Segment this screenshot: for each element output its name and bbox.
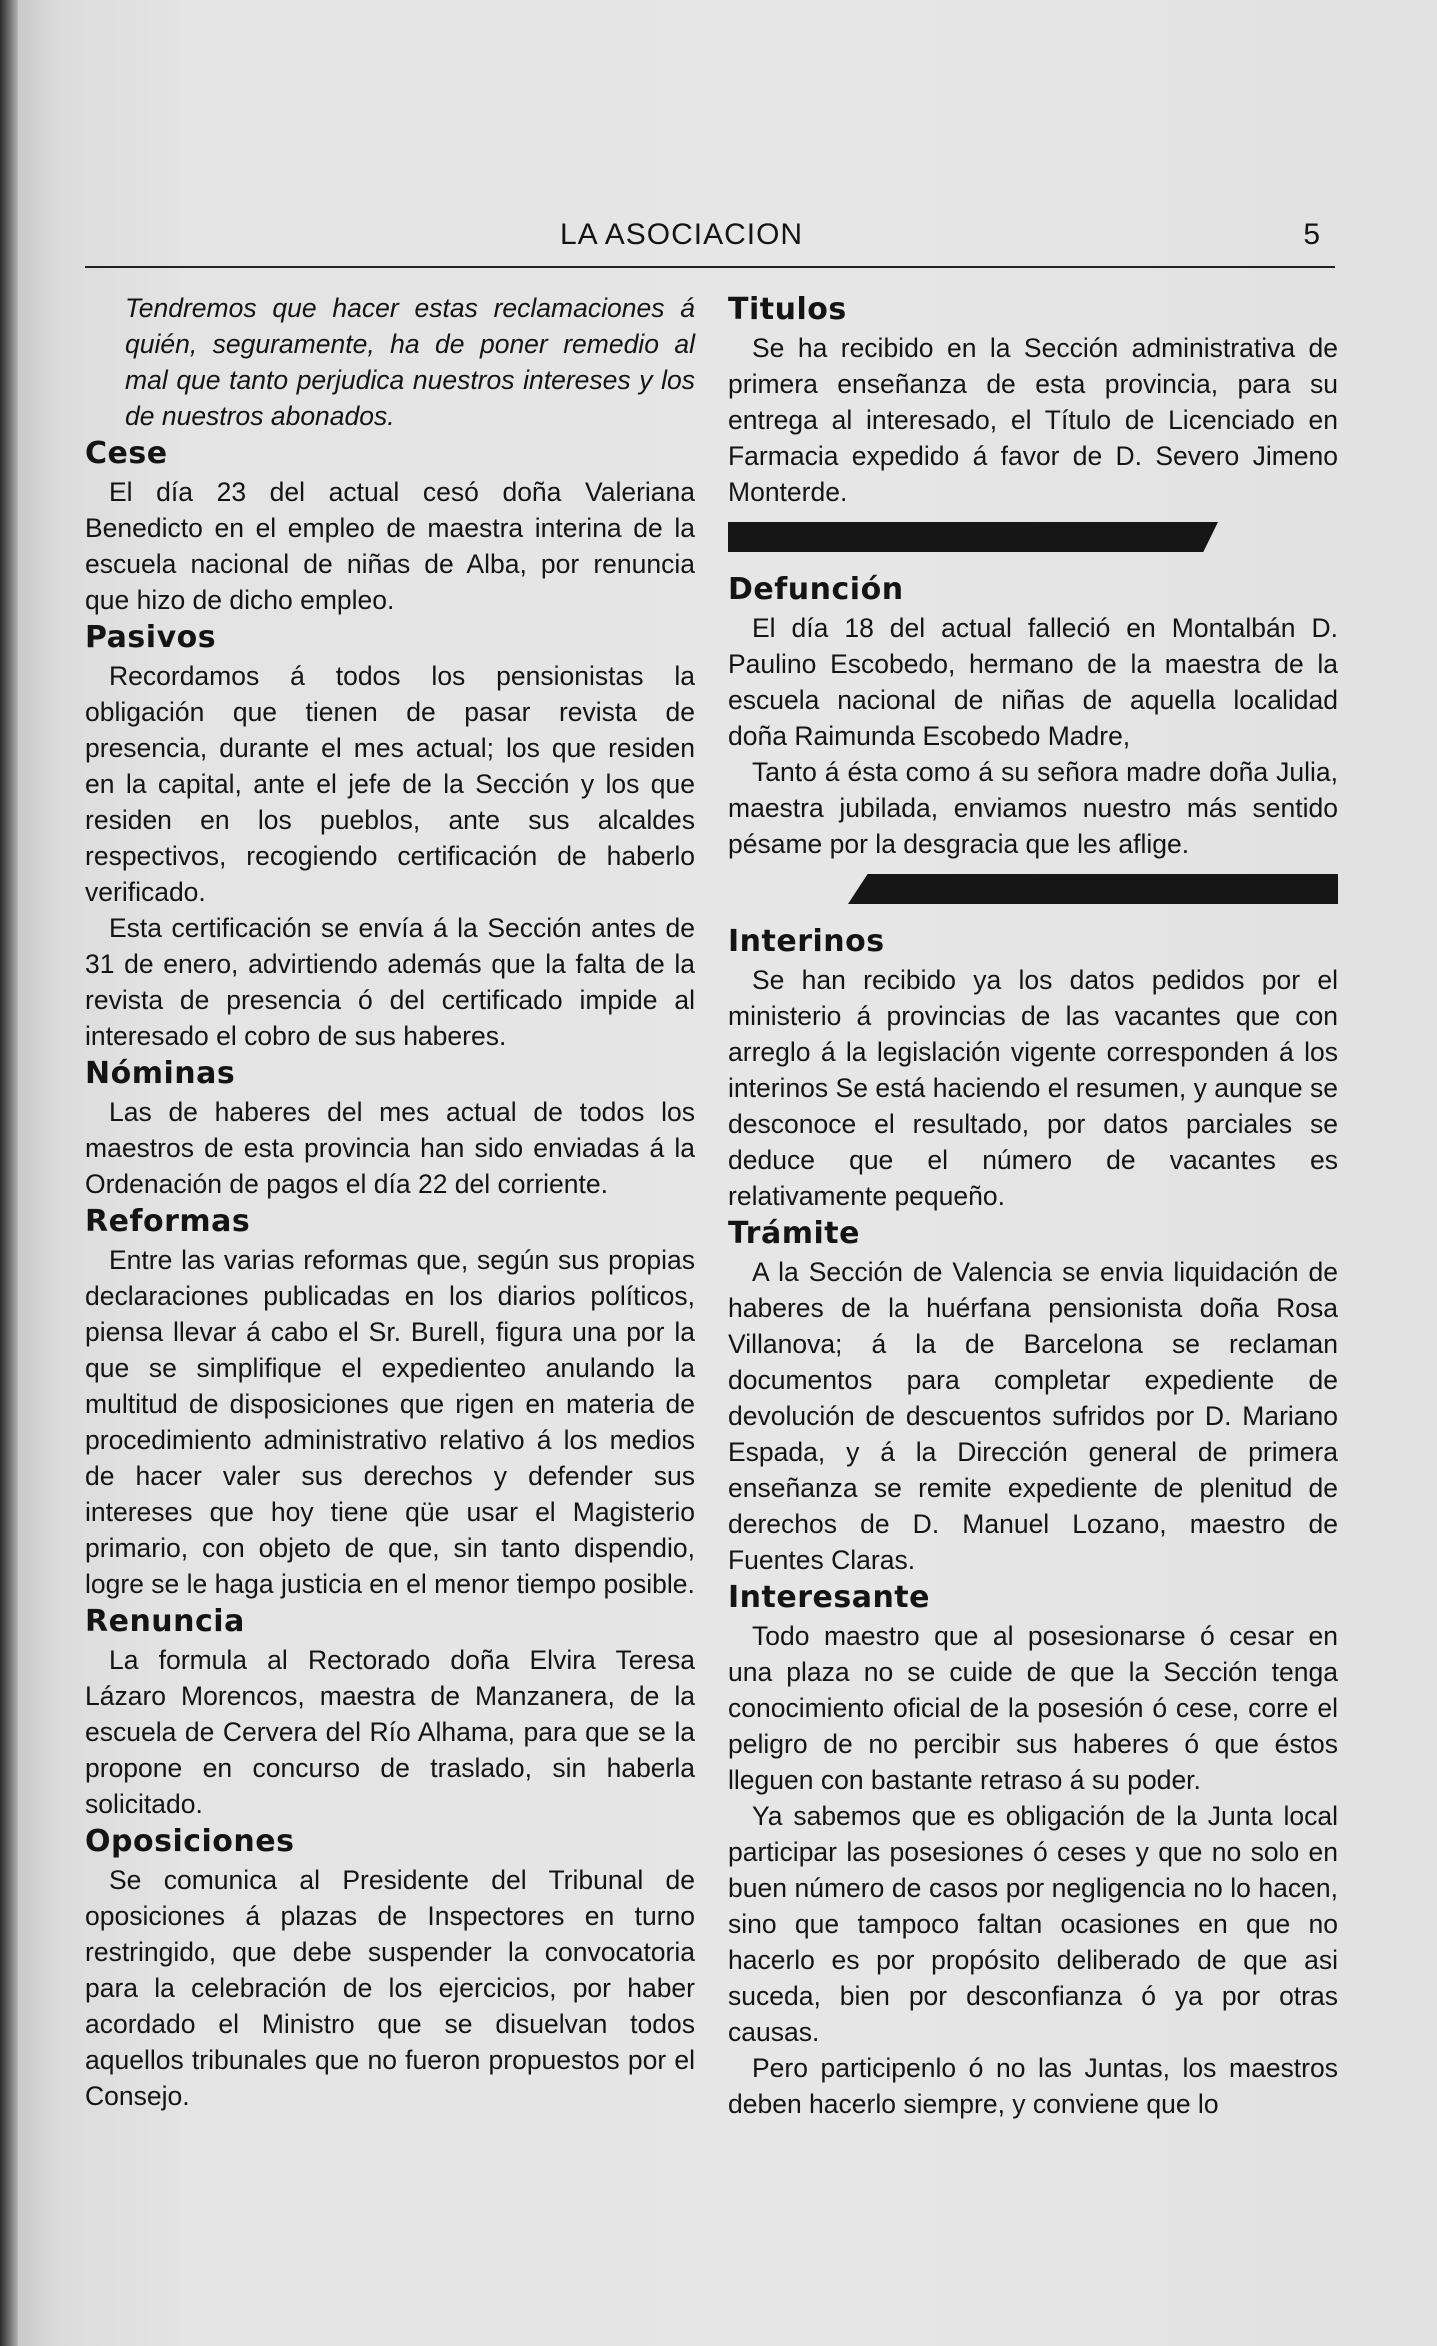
page-number: 5 [1303, 218, 1320, 251]
book-spine [0, 0, 18, 2346]
paragraph-titulos: Se ha recibido en la Sección administrativa de primera enseñanza de esta provincia, para su entrega al interesado, el Título de Licenciado en Farmacia expedido á favor de D. Severo Jimeno Monterde. [728, 333, 1338, 507]
left-column [85, 290, 695, 2114]
paragraph-cese: El día 23 del actual cesó doña Valeriana Benedicto en el empleo de maestra interina de la escuela nacional de niñas de Alba, por renuncia que hizo de dicho empleo. [85, 477, 695, 615]
section-heading-renuncia: Renuncia [85, 1604, 245, 1639]
section-heading-cese: Cese [85, 436, 168, 471]
page-header [85, 218, 1335, 268]
right-column [728, 290, 1338, 2122]
paragraph-pasivos-2: Esta certificación se envía á la Sección antes de 31 de enero, advirtiendo además que la falta de la revista de presencia ó del certificado impide al interesado el cobro de sus haberes. [85, 913, 695, 1051]
section-heading-nominas: Nóminas [85, 1056, 236, 1091]
paragraph-interesante-2: Ya sabemos que es obligación de la Junta local participar las posesiones ó ceses y que no solo en buen número de casos por negligencia no lo hacen, sino que tampoco faltan ocasiones en que no hacerlo es por propósito deliberado de que asi suceda, bien por desconfianza ó ya por otras causas. [728, 1801, 1338, 2047]
paragraph-interesante-1: Todo maestro que al posesionarse ó cesar en una plaza no se cuide de que la Sección tenga conocimiento oficial de la posesión ó cese, corre el peligro de no percibir sus haberes ó que éstos lleguen con bastante retraso á su poder. [728, 1621, 1338, 1795]
paragraph-pasivos-1: Recordamos á todos los pensionistas la obligación que tienen de pasar revista de presencia, durante el mes actual; los que residen en la capital, ante el jefe de la Sección y los que residen en los pueblos, ante sus alcaldes respectivos, recogiendo certificación de haberlo verificado. [85, 661, 695, 907]
paragraph-defuncion-2: Tanto á ésta como á su señora madre doña Julia, maestra jubilada, enviamos nuestro más sentido pésame por la desgracia que les aflige. [728, 757, 1338, 859]
intro-paragraph: Tendremos que hacer estas reclamaciones á quién, seguramente, ha de poner remedio al mal que tanto perjudica nuestros intereses y los de nuestros abonados. [125, 293, 695, 431]
section-heading-defuncion: Defunción [728, 572, 904, 607]
running-title: LA ASOCIACION [560, 218, 804, 251]
ornamental-rule [848, 874, 1338, 904]
paragraph-oposiciones: Se comunica al Presidente del Tribunal de oposiciones á plazas de Inspectores en turno restringido, que debe suspender la convocatoria para la celebración de los ejercicios, por haber acordado el Ministro que se disuelvan todos aquellos tribunales que no fueron propuestos por el Consejo. [85, 1865, 695, 2111]
section-heading-tramite: Trámite [728, 1216, 860, 1251]
paragraph-defuncion-1: El día 18 del actual falleció en Montalbán D. Paulino Escobedo, hermano de la maestra de la escuela nacional de niñas de aquella localidad doña Raimunda Escobedo Madre, [728, 613, 1338, 751]
paragraph-renuncia: La formula al Rectorado doña Elvira Teresa Lázaro Morencos, maestra de Manzanera, de la escuela de Cervera del Río Alhama, para que se la propone en concurso de traslado, sin haberla solicitado. [85, 1645, 695, 1819]
paragraph-interinos: Se han recibido ya los datos pedidos por el ministerio á provincias de las vacantes que con arreglo á la legislación vigente corresponden á los interinos Se está haciendo el resumen, y aunque se desconoce el resultado, por datos parciales se deduce que el número de vacantes es relativamente pequeño. [728, 965, 1338, 1211]
ornamental-rule [728, 522, 1218, 552]
section-heading-oposiciones: Oposiciones [85, 1824, 295, 1859]
section-heading-interesante: Interesante [728, 1580, 930, 1615]
section-heading-pasivos: Pasivos [85, 620, 217, 655]
section-heading-titulos: Titulos [728, 292, 847, 327]
section-heading-reformas: Reformas [85, 1204, 251, 1239]
paragraph-tramite: A la Sección de Valencia se envia liquidación de haberes de la huérfana pensionista doña Rosa Villanova; á la de Barcelona se reclaman documentos para completar expediente de devolución de descuentos sufridos por D. Mariano Espada, y á la Dirección general de primera enseñanza se remite expediente de plenitud de derechos de D. Manuel Lozano, maestro de Fuentes Claras. [728, 1257, 1338, 1575]
paragraph-interesante-3: Pero participenlo ó no las Juntas, los maestros deben hacerlo siempre, y conviene que lo [728, 2053, 1338, 2119]
paragraph-nominas: Las de haberes del mes actual de todos los maestros de esta provincia han sido enviadas á la Ordenación de pagos el día 22 del corriente. [85, 1097, 695, 1199]
section-heading-interinos: Interinos [728, 924, 885, 959]
paragraph-reformas: Entre las varias reformas que, según sus propias declaraciones publicadas en los diarios políticos, piensa llevar á cabo el Sr. Burell, figura una por la que se simplifique el expedienteo anulando la multitud de disposiciones que rigen en materia de procedimiento administrativo relativo á los medios de hacer valer sus derechos y defender sus intereses que hoy tiene qüe usar el Magisterio primario, con objeto de que, sin tanto dispendio, logre se le haga justicia en el menor tiempo posible. [85, 1245, 695, 1599]
